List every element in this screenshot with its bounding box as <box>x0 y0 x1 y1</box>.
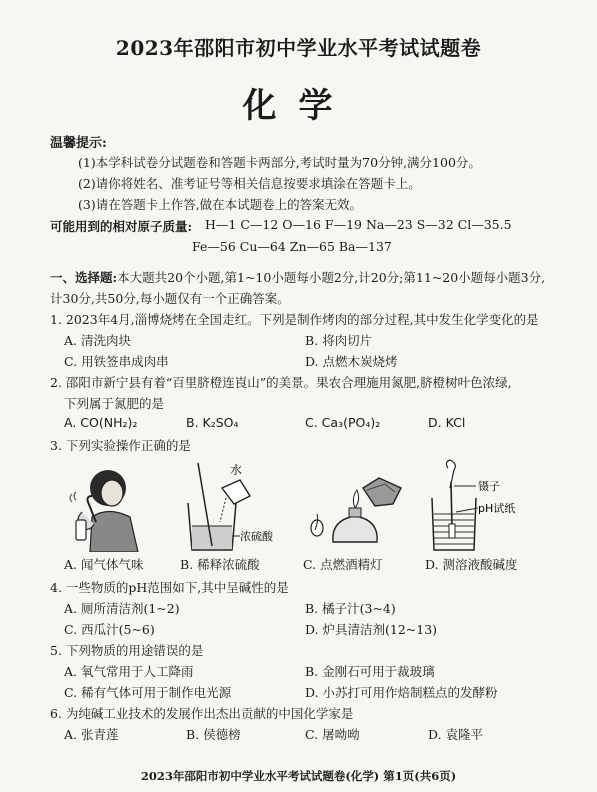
question-6: 6. 为纯碱工业技术的发展作出杰出贡献的中国化学家是 <box>50 706 354 721</box>
q2-option-d: D. KCl <box>428 415 466 430</box>
tip-2: (2)请你将姓名、准考证号等相关信息按要求填涂在答题卡上。 <box>78 176 421 191</box>
q4-option-b: B. 橘子汁(3~4) <box>305 601 396 616</box>
question-5: 5. 下列物质的用途错误的是 <box>50 643 204 658</box>
figure-dilute-acid <box>178 458 278 553</box>
q3-option-a: A. 闻气体气味 <box>64 557 144 572</box>
tips-heading: 温馨提示: <box>50 136 107 151</box>
q4-option-d: D. 炉具清洁剂(12~13) <box>305 622 438 637</box>
q5-option-d: D. 小苏打可用作焙制糕点的发酵粉 <box>305 685 498 700</box>
q1-option-d: D. 点燃木炭烧烤 <box>305 354 398 369</box>
q2-option-b: B. K₂SO₄ <box>186 415 239 430</box>
tip-3: (3)请在答题卡上作答,做在本试题卷上的答案无效。 <box>78 197 363 212</box>
q5-option-a: A. 氧气常用于人工降雨 <box>64 664 194 679</box>
atomic-mass-line2: Fe—56 Cu—64 Zn—65 Ba—137 <box>192 239 392 254</box>
q3-option-c: C. 点燃酒精灯 <box>303 557 383 572</box>
atomic-mass-label: 可能用到的相对原子质量: <box>50 219 193 234</box>
atomic-mass-line1: H—1 C—12 O—16 F—19 Na—23 S—32 Cl—35.5 <box>205 217 512 232</box>
label-concentrated-acid: 浓硫酸 <box>240 530 273 543</box>
q6-option-c: C. 屠呦呦 <box>305 727 360 742</box>
section-heading-bold: 一、选择题: <box>50 270 118 285</box>
exam-title: 2023年邵阳市初中学业水平考试试题卷 <box>115 36 482 60</box>
q3-option-b: B. 稀释浓硫酸 <box>180 557 260 572</box>
label-tweezers: 镊子 <box>478 480 500 493</box>
question-3: 3. 下列实验操作正确的是 <box>50 438 191 453</box>
question-2-line2: 下列属于氮肥的是 <box>64 396 165 411</box>
q1-option-a: A. 清洗肉块 <box>64 333 131 348</box>
q6-option-a: A. 张青莲 <box>64 727 119 742</box>
q4-option-c: C. 西瓜汁(5~6) <box>64 622 155 637</box>
q5-option-b: B. 金刚石可用于裁玻璃 <box>305 664 435 679</box>
q2-option-a: A. CO(NH₂)₂ <box>64 415 138 430</box>
figure-alcohol-lamp <box>305 470 415 552</box>
label-ph-paper: pH试纸 <box>478 502 516 515</box>
q6-option-b: B. 侯德榜 <box>186 727 241 742</box>
page-footer: 2023年邵阳市初中学业水平考试试题卷(化学) 第1页(共6页) <box>140 769 457 783</box>
q6-option-d: D. 袁隆平 <box>428 727 484 742</box>
figure-smell-gas <box>68 462 178 552</box>
question-2: 2. 邵阳市新宁县有着“百里脐橙连崀山”的美景。果农合理施用氮肥,脐橙树叶色浓绿, <box>50 375 512 390</box>
question-4: 4. 一些物质的pH范围如下,其中呈碱性的是 <box>50 580 289 595</box>
section-heading-line2: 计30分,共50分,每小题仅有一个正确答案。 <box>50 291 290 306</box>
q5-option-c: C. 稀有气体可用于制作电光源 <box>64 685 232 700</box>
figure-ph-test <box>418 458 548 553</box>
question-1: 1. 2023年4月,淄博烧烤在全国走红。下列是制作烤肉的部分过程,其中发生化学变化的是 <box>50 312 539 327</box>
q3-option-d: D. 测溶液酸碱度 <box>425 557 518 572</box>
q2-option-c: C. Ca₃(PO₄)₂ <box>305 415 381 430</box>
q1-option-c: C. 用铁签串成肉串 <box>64 354 169 369</box>
q4-option-a: A. 厕所清洁剂(1~2) <box>64 601 180 616</box>
section-heading-rest: 本大题共20个小题,第1~10小题每小题2分,计20分;第11~20小题每小题3分, <box>117 270 546 285</box>
label-water: 水 <box>230 463 243 477</box>
section-heading-line1 <box>50 268 545 286</box>
q1-option-b: B. 将肉切片 <box>305 333 373 348</box>
subject-title: 化学 <box>242 86 355 126</box>
tip-1: (1)本学科试卷分试题卷和答题卡两部分,考试时量为70分钟,满分100分。 <box>78 155 481 170</box>
